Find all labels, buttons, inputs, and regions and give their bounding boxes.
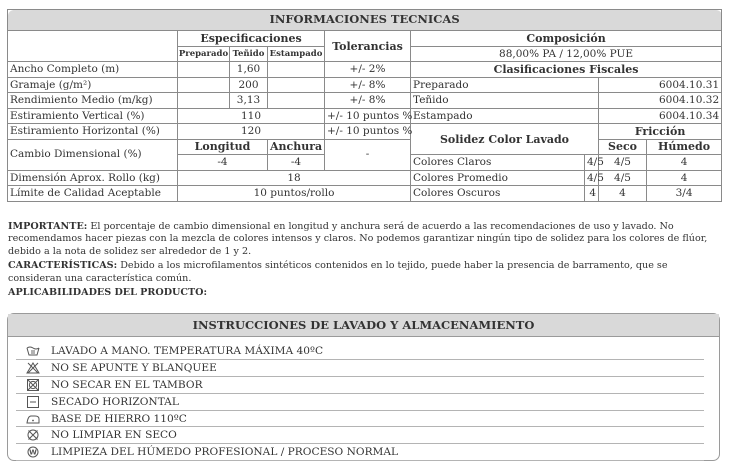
width-tolerance: +/- 2% [325, 62, 411, 78]
row-label-stretch-vertical: Estiramiento Vertical (%) [8, 108, 178, 124]
care-item-text: BASE DE HIERRO 110ºC [51, 412, 187, 425]
row-label-quality: Límite de Calidad Aceptable [8, 186, 178, 202]
important-text: El porcentaje de cambio dimensional en longitud y anchura será de acuerdo a las recomendaciones de uso y lavado. No recomendamos hacer piezas con la mezcla de colores intensos y claros. No podemos garantizar ningún tipo de solidez para los colores de flúor, debido a la nota de solidez ser alrededor de 1 y 2. [8, 221, 708, 257]
applicability-note [8, 287, 720, 299]
wet-header: Húmedo [647, 139, 722, 155]
fastness-wet: 4 [647, 155, 722, 171]
roll-value: 18 [178, 170, 411, 186]
width-value: 1,60 [230, 62, 268, 78]
professional-wet-clean-icon [24, 446, 42, 458]
fiscal-code: 6004.10.34 [599, 108, 722, 124]
quality-value: 10 puntos/rollo [178, 186, 411, 202]
tolerances-header: Tolerancias [325, 31, 411, 62]
empty-header-cell [8, 31, 178, 62]
fastness-label: Colores Oscuros [411, 186, 585, 202]
no-tumble-dry-icon [24, 379, 42, 391]
dry-flat-icon [24, 396, 42, 408]
row-label-dimensional-change: Cambio Dimensional (%) [8, 139, 178, 170]
fastness-label: Colores Claros [411, 155, 585, 171]
stretch-vertical-value: 110 [178, 108, 325, 124]
fastness-wash: 4 [585, 186, 599, 202]
fiscal-label: Estampado [411, 108, 599, 124]
fiscal-code: 6004.10.32 [599, 93, 722, 109]
wash-fastness-header: Solidez Color Lavado [411, 124, 599, 155]
fastness-label: Colores Promedio [411, 170, 585, 186]
row-label-yield: Rendimiento Medio (m/kg) [8, 93, 178, 109]
composition-value: 88,00% PA / 12,00% PUE [411, 46, 722, 62]
fastness-wash: 4/5 [585, 170, 599, 186]
row-label-weight: Gramaje (g/m²) [8, 77, 178, 93]
friction-header: Fricción [599, 124, 722, 140]
row-label-width: Ancho Completo (m) [8, 62, 178, 78]
dry-header: Seco [599, 139, 647, 155]
applicability-label: APLICABILIDADES DEL PRODUCTO: [8, 287, 208, 299]
spec-col-prepared: Preparado [178, 46, 230, 62]
features-text: Debido a los microfilamentos sintéticos contenidos en lo tejido, puede haber la presencia de barramento, que se consideran una característica común. [8, 260, 668, 284]
fiscal-code: 6004.10.31 [599, 77, 722, 93]
iron-icon [24, 413, 42, 424]
specs-header: Especificaciones [178, 31, 325, 47]
empty-cell [268, 93, 325, 109]
length-value: -4 [178, 155, 268, 171]
yield-value: 3,13 [230, 93, 268, 109]
important-label: IMPORTANTE: [8, 221, 88, 232]
svg-text:W: W [29, 448, 37, 457]
fiscal-label: Teñido [411, 93, 599, 109]
fastness-wet: 3/4 [647, 186, 722, 202]
care-item [16, 360, 704, 377]
no-bleach-icon [24, 362, 42, 374]
care-list [8, 337, 719, 461]
fiscal-header: Clasificaciones Fiscales [411, 62, 722, 78]
stretch-horizontal-value: 120 [178, 124, 325, 140]
care-item-text: SECADO HORIZONTAL [51, 395, 179, 408]
stretch-vertical-tolerance: +/- 10 puntos % [325, 108, 411, 124]
stretch-horizontal-tolerance: +/- 10 puntos % [325, 124, 411, 140]
care-item [16, 377, 704, 394]
care-item-text: LAVADO A MANO. TEMPERATURA MÁXIMA 40ºC [51, 344, 324, 357]
length-header: Longitud [178, 139, 268, 155]
fiscal-label: Preparado [411, 77, 599, 93]
features-note [8, 260, 720, 285]
care-item [16, 343, 704, 360]
fastness-dry: 4/5 [599, 155, 647, 171]
dimensional-change-tolerance: - [325, 139, 411, 170]
empty-cell [178, 77, 230, 93]
empty-cell [268, 77, 325, 93]
table-title: INFORMACIONES TECNICAS [8, 10, 722, 31]
empty-cell [178, 62, 230, 78]
row-label-stretch-horizontal: Estiramiento Horizontal (%) [8, 124, 178, 140]
fastness-dry: 4/5 [599, 170, 647, 186]
weight-value: 200 [230, 77, 268, 93]
care-item-text: LIMPIEZA DEL HÚMEDO PROFESIONAL / PROCESO NORMAL [51, 446, 399, 459]
row-label-roll: Dimensión Aprox. Rollo (kg) [8, 170, 178, 186]
care-item [16, 427, 704, 444]
care-title: INSTRUCCIONES DE LAVADO Y ALMACENAMIENTO [8, 314, 719, 337]
care-item-text: NO SE APUNTE Y BLANQUEE [51, 361, 217, 374]
spec-col-dyed: Teñido [230, 46, 268, 62]
care-item [16, 444, 704, 461]
notes-section [8, 221, 720, 301]
fastness-wet: 4 [647, 170, 722, 186]
empty-cell [178, 93, 230, 109]
width-change-value: -4 [268, 155, 325, 171]
features-label: CARACTERÍSTICAS: [8, 260, 118, 272]
hand-wash-icon [24, 345, 42, 357]
yield-tolerance: +/- 8% [325, 93, 411, 109]
care-item [16, 411, 704, 428]
weight-tolerance: +/- 8% [325, 77, 411, 93]
fastness-wash: 4/5 [585, 155, 599, 171]
fastness-dry: 4 [599, 186, 647, 202]
width-header: Anchura [268, 139, 325, 155]
care-item-text: NO SECAR EN EL TAMBOR [51, 378, 203, 391]
care-instructions-box [7, 313, 720, 461]
no-dry-clean-icon [24, 429, 42, 441]
technical-info-table [7, 9, 722, 202]
empty-cell [268, 62, 325, 78]
care-item-text: NO LIMPIAR EN SECO [51, 429, 177, 442]
care-item [16, 394, 704, 411]
spec-col-printed: Estampado [268, 46, 325, 62]
important-note [8, 221, 720, 258]
composition-header: Composición [411, 31, 722, 47]
